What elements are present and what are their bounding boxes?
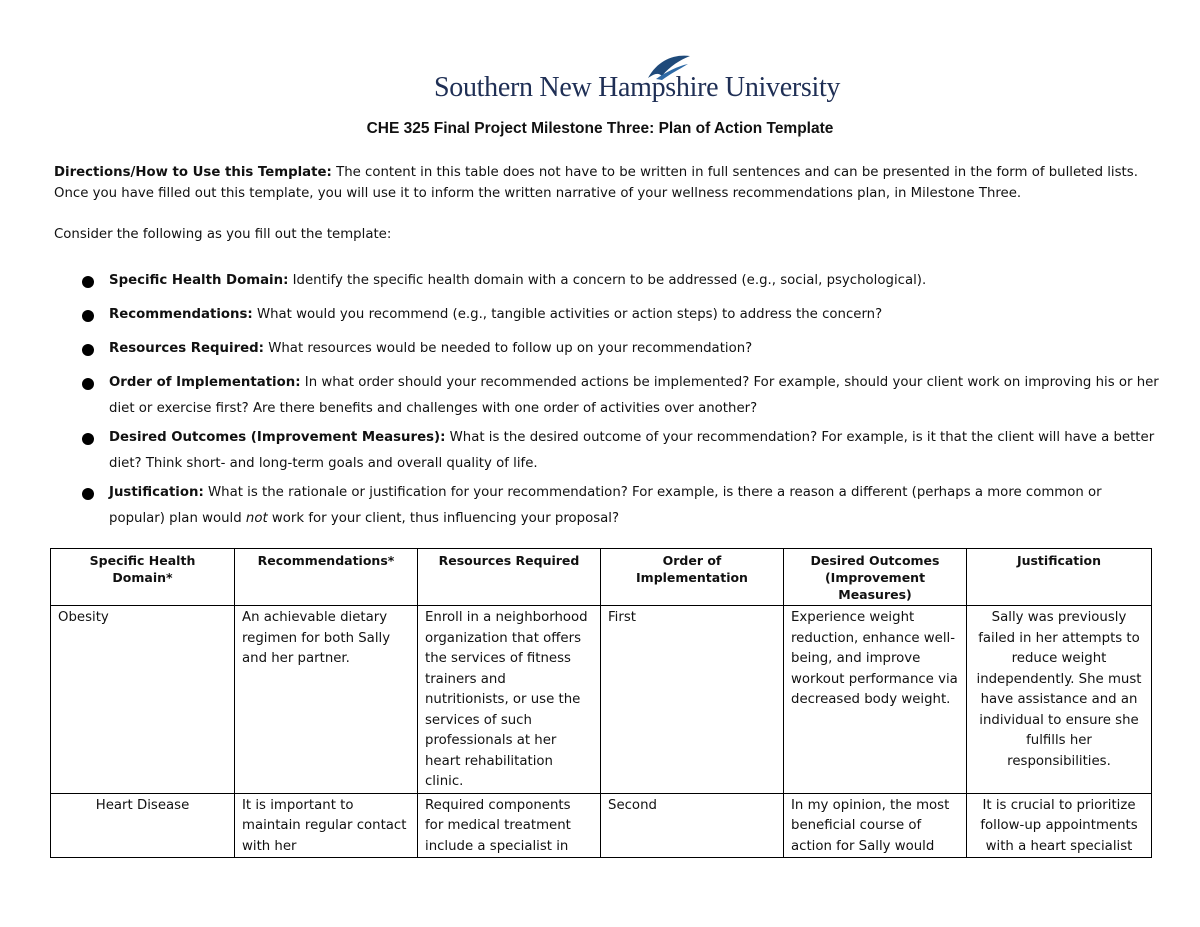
table-cell: It is crucial to prioritize follow-up appointments with a heart specialist (967, 793, 1152, 858)
table-cell: Experience weight reduction, enhance well-being, and improve workout performance via decreased body weight. (784, 606, 967, 794)
table-header-row (51, 549, 1152, 606)
plan-of-action-table (50, 548, 1152, 858)
bullet-text: What would you recommend (e.g., tangible activities or action steps) to address the concern? (252, 307, 883, 322)
bullet-emphasis: not (245, 511, 268, 526)
list-item (80, 425, 1160, 477)
table-cell: Obesity (51, 606, 235, 794)
bullet-label: Specific Health Domain: (109, 273, 289, 288)
bullet-label: Desired Outcomes (Improvement Measures): (109, 430, 446, 445)
table-cell: Required components for medical treatment include a specialist in (418, 793, 601, 858)
column-header: Order of Implementation (601, 549, 784, 606)
consider-text: Consider the following as you fill out the template: (54, 227, 392, 242)
bullet-text: What is the desired outcome of your recommendation? For example, is it that the client will have a better diet? Think short- and long-term goals and overall quality of life. (109, 430, 1155, 471)
directions-text: The content in this table does not have to be written in full sentences and can be presented in the form of bulleted lists. Once you have filled out this template, you will use it to inform the written narrative of your wellness recommendations plan, in Milestone Three. (54, 165, 1138, 201)
bullet-icon (82, 433, 94, 445)
bullet-text: In what order should your recommended actions be implemented? For example, should your client work on improving his or her diet or exercise first? Are there benefits and challenges with one order of activities over another? (109, 375, 1159, 416)
bullet-icon (82, 310, 94, 322)
list-item (80, 268, 1160, 294)
column-header: Resources Required (418, 549, 601, 606)
list-item (80, 480, 1160, 532)
directions-label: Directions/How to Use this Template: (54, 165, 332, 180)
bullet-label: Resources Required: (109, 341, 264, 356)
bullet-label: Order of Implementation: (109, 375, 301, 390)
bullet-text: What is the rationale or justification for your recommendation? For example, is there a reason a different (perhaps a more common or popular) plan would (109, 485, 1102, 526)
bullet-text: What resources would be needed to follow up on your recommendation? (264, 341, 753, 356)
list-item (80, 302, 1160, 328)
bullet-label: Justification: (109, 485, 204, 500)
table-row (51, 793, 1152, 858)
bullet-icon (82, 344, 94, 356)
bullet-text: work for your client, thus influencing your proposal? (267, 511, 620, 526)
list-item (80, 370, 1160, 422)
list-item (80, 336, 1160, 362)
table-cell: It is important to maintain regular contact with her (235, 793, 418, 858)
table-cell: First (601, 606, 784, 794)
column-header: Recommendations* (235, 549, 418, 606)
bullet-icon (82, 488, 94, 500)
column-header: Specific Health Domain* (51, 549, 235, 606)
table-cell: Enroll in a neighborhood organization that offers the services of fitness trainers and nutritionists, or use the services of such professionals at her heart rehabilitation clinic. (418, 606, 601, 794)
bullet-icon (82, 276, 94, 288)
table-cell: In my opinion, the most beneficial course of action for Sally would (784, 793, 967, 858)
university-logo (434, 50, 841, 106)
bullet-text: Identify the specific health domain with a concern to be addressed (e.g., social, psychological). (288, 273, 927, 288)
page-title: CHE 325 Final Project Milestone Three: Plan of Action Template (366, 120, 834, 137)
table-cell: Sally was previously failed in her attempts to reduce weight independently. She must have assistance and an individual to ensure she fulfills her responsibilities. (967, 606, 1152, 794)
directions-paragraph (54, 162, 1154, 204)
table-row (51, 606, 1152, 794)
column-header: Justification (967, 549, 1152, 606)
criteria-list (80, 268, 1160, 535)
bullet-icon (82, 378, 94, 390)
bullet-label: Recommendations: (109, 307, 253, 322)
logo-wordmark: Southern New Hampshire University (434, 72, 841, 103)
table-cell: Heart Disease (51, 793, 235, 858)
table-cell: Second (601, 793, 784, 858)
column-header: Desired Outcomes (Improvement Measures) (784, 549, 967, 606)
table-cell: An achievable dietary regimen for both Sally and her partner. (235, 606, 418, 794)
